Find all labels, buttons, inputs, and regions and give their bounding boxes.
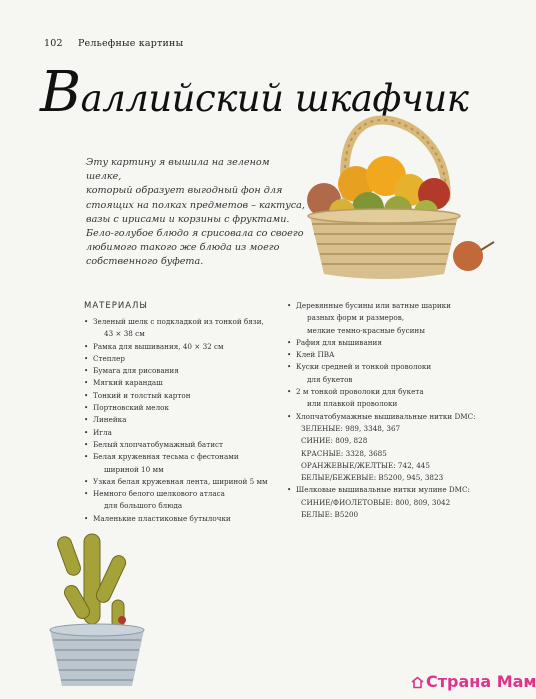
materials-list-right (287, 300, 492, 521)
intro-line: вазы с ирисами и корзины с фруктами. (86, 213, 290, 225)
thread-colors: ЗЕЛЕНЫЕ: 989, 3348, 367 (301, 423, 401, 433)
watermark (411, 672, 536, 691)
house-icon (411, 677, 424, 688)
list-item: • Деревянные бусины или ватные шарики (287, 300, 492, 312)
watermark-text: Страна Мам (426, 672, 536, 691)
list-item: • Маленькие пластиковые бутылочки (84, 513, 279, 525)
list-item: • Бумага для рисования (84, 365, 279, 377)
intro-line: любимого такого же блюда из моего (86, 242, 280, 254)
thread-colors: БЕЛЫЕ/БЕЖЕВЫЕ: B5200, 945, 3823 (301, 473, 444, 483)
thread-colors: СИНИЕ/ФИОЛЕТОВЫЕ: 800, 809, 3042 (301, 497, 451, 507)
intro-line: стоящих на полках предметов – кактуса, (86, 199, 305, 211)
thread-colors: КРАСНЫЕ: 3328, 3685 (301, 448, 387, 458)
materials-list-left (84, 316, 279, 525)
fruit-basket-image (298, 108, 506, 284)
list-item: • Портновский мелок (84, 402, 279, 414)
intro-line: собственного буфета. (86, 256, 204, 268)
list-item: • Белая кружевная тесьма с фестонами (84, 451, 279, 463)
intro-text (86, 156, 306, 270)
page-number: 102 (44, 38, 63, 49)
page-header (44, 38, 183, 49)
cactus-pot-image (40, 514, 170, 694)
thread-colors: БЕЛЫЕ: B5200 (301, 510, 359, 520)
list-item: • Шелковые вышивальные нитки мулине DMC: (287, 484, 492, 496)
list-item-continued: мелкие темно-красные бусины (307, 325, 425, 335)
list-item: • Узкая белая кружевная лента, шириной 5 мм (84, 476, 279, 488)
list-item-continued: или плавкой проволоки (307, 399, 398, 409)
section-title: Рельефные картины (77, 38, 184, 49)
list-item-continued: 43 × 38 см (104, 329, 145, 339)
list-item: • Хлопчатобумажные вышивальные нитки DMC: (287, 411, 492, 423)
list-item: • Белый хлопчатобумажный батист (84, 439, 279, 451)
list-item: • Зеленый шелк с подкладкой из тонкой бязи, (84, 316, 279, 328)
intro-line: который образует выгодный фон для (86, 185, 283, 197)
list-item: • Куски средней и тонкой проволоки (287, 361, 492, 373)
list-item: • Немного белого шелкового атласа (84, 488, 279, 500)
page-title: Валлийский шкафчик (40, 60, 469, 125)
list-item: • 2 м тонкой проволоки для букета (287, 386, 492, 398)
thread-colors: ОРАНЖЕВЫЕ/ЖЕЛТЫЕ: 742, 445 (301, 460, 430, 470)
list-item: • Рафия для вышивания (287, 337, 492, 349)
list-item: • Мягкий карандаш (84, 377, 279, 389)
list-item-continued: шириной 10 мм (104, 464, 164, 474)
list-item-continued: для букетов (307, 374, 353, 384)
list-item-continued: для большого блюда (104, 501, 183, 511)
list-item: • Игла (84, 427, 279, 439)
thread-colors: СИНИЕ: 809, 828 (301, 436, 368, 446)
materials-heading: МАТЕРИАЛЫ (84, 301, 148, 311)
list-item: • Линейка (84, 414, 279, 426)
intro-line: Бело-голубое блюдо я срисовала со своего (86, 228, 304, 240)
list-item-continued: разных форм и размеров, (307, 313, 405, 323)
list-item: • Тонкий и толстый картон (84, 390, 279, 402)
list-item: • Степлер (84, 353, 279, 365)
list-item: • Клей ПВА (287, 349, 492, 361)
intro-line: Эту картину я вышила на зеленом шелке, (86, 157, 270, 183)
list-item: • Рамка для вышивания, 40 × 32 см (84, 341, 279, 353)
